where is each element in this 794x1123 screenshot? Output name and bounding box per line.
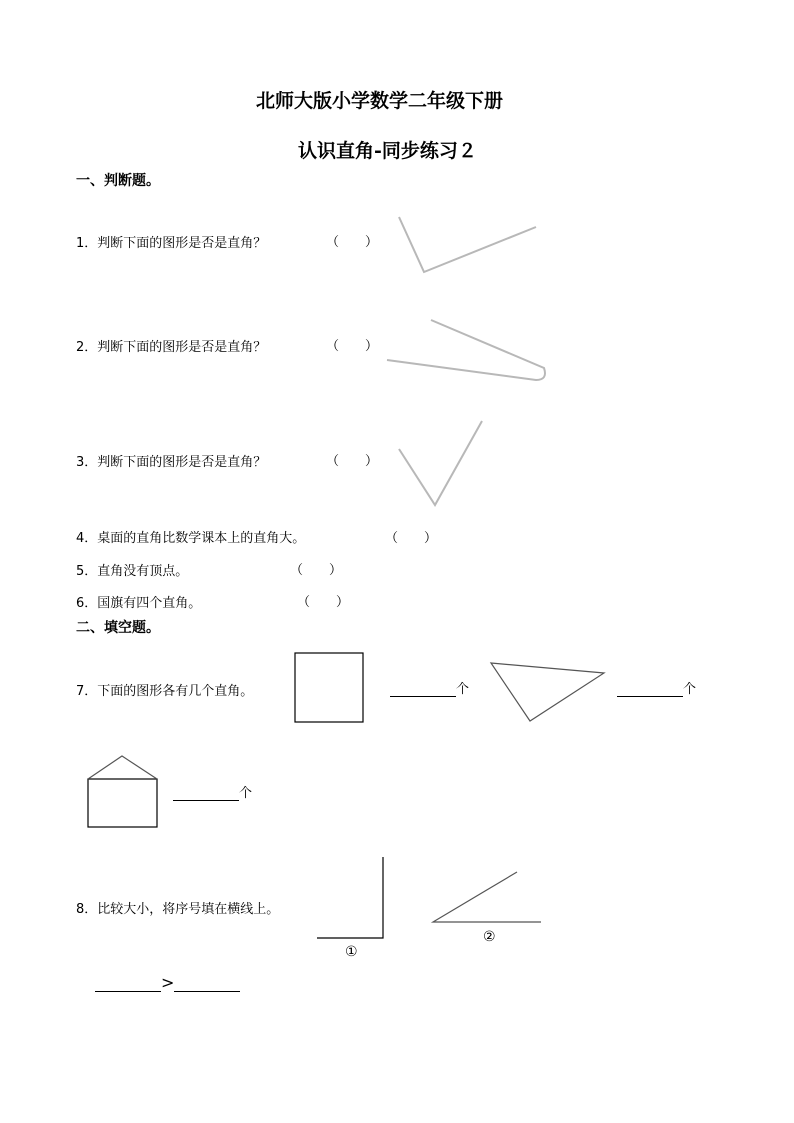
question-number: 3． <box>76 455 98 470</box>
acute-angle-figure-2 <box>433 872 541 922</box>
house-roof <box>88 756 157 779</box>
figure-label-2: ② <box>483 929 496 945</box>
figure-label-1: ① <box>345 944 358 960</box>
question-text: 比较大小，将序号填在横线上。 <box>97 902 280 917</box>
question-text: 判断下面的图形是否是直角？ <box>97 455 267 470</box>
unit-label: 个 <box>239 786 253 801</box>
question-text: 直角没有顶点。 <box>97 564 189 579</box>
answer-paren-2[interactable]: （ ） <box>326 339 379 354</box>
section1-heading: 一、判断题。 <box>76 173 160 189</box>
angle-figure-2 <box>387 320 545 380</box>
question-number: 4． <box>76 531 98 546</box>
answer-paren-6[interactable]: （ ） <box>297 595 350 610</box>
question-text: 国旗有四个直角。 <box>97 596 202 611</box>
section2-heading: 二、填空题。 <box>76 620 160 636</box>
greater-than-sign: > <box>161 973 175 992</box>
question-text: 判断下面的图形是否是直角？ <box>97 340 267 355</box>
answer-paren-1[interactable]: （ ） <box>326 235 379 250</box>
question-number: 7． <box>76 684 98 699</box>
angle-figure-3 <box>399 421 482 505</box>
question-number: 8． <box>76 902 98 917</box>
question-text: 判断下面的图形是否是直角？ <box>97 236 267 251</box>
answer-paren-3[interactable]: （ ） <box>326 454 379 469</box>
question-number: 5． <box>76 564 98 579</box>
triangle-figure <box>491 663 604 721</box>
unit-label: 个 <box>456 682 470 697</box>
question-number: 2． <box>76 340 98 355</box>
unit-label: 个 <box>683 682 697 697</box>
question-number: 6． <box>76 596 98 611</box>
house-body <box>88 779 157 827</box>
answer-paren-4[interactable]: （ ） <box>385 531 438 546</box>
angle-figure-1 <box>399 217 536 272</box>
question-text: 桌面的直角比数学课本上的直角大。 <box>97 531 306 546</box>
page-title: 北师大版小学数学二年级下册 <box>256 90 504 112</box>
question-number: 1． <box>76 236 98 251</box>
page-subtitle: 认识直角-同步练习２ <box>298 140 477 162</box>
answer-paren-5[interactable]: （ ） <box>290 563 343 578</box>
square-figure <box>295 653 363 722</box>
question-text: 下面的图形各有几个直角。 <box>97 684 254 699</box>
right-angle-figure-1 <box>317 857 383 938</box>
